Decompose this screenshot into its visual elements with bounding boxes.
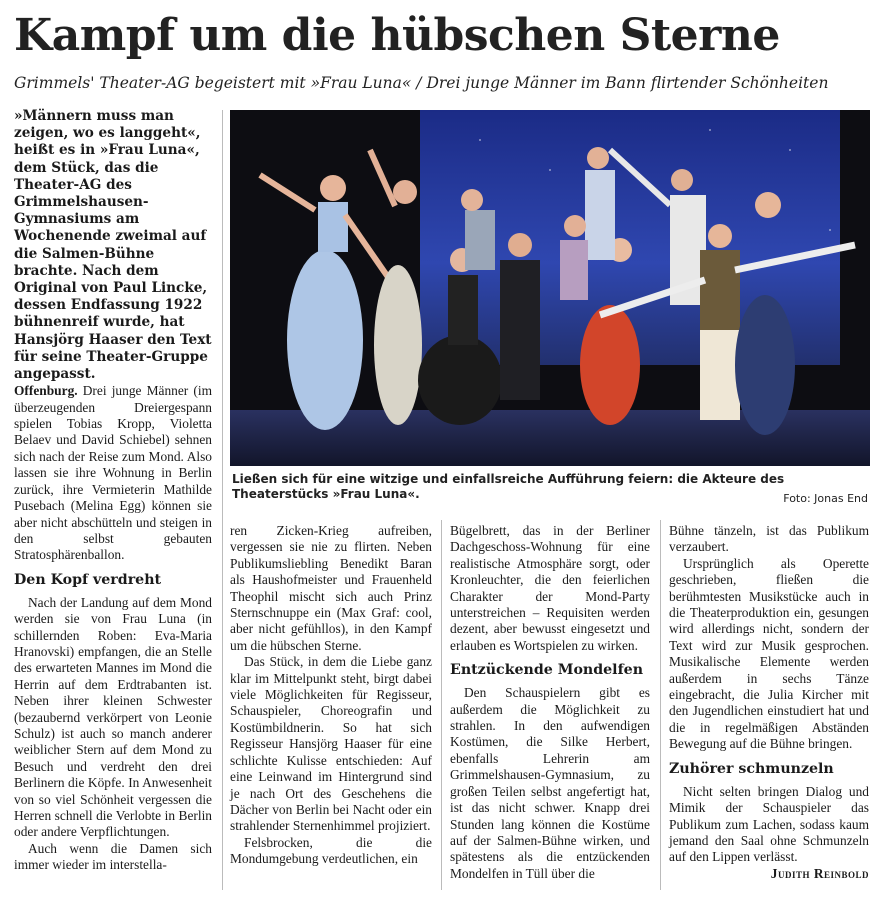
paragraph-text: Drei junge Männer (im überzeugenden Dreiergespann spielen Tobias Kropp, Violetta Belaev und David Schiebel) sehnen sich nach der Reise zum Mond. Also lassen sie ihre Wohnung in Berlin zurück, ihre Vermieterin Mathilde Pusebach (Melina Egg) können sie aber nicht abschütteln und steigen in den selbst gebauten Stratosphärenballon. xyxy=(14,383,212,563)
column-divider xyxy=(660,520,661,890)
paragraph xyxy=(14,383,212,563)
paragraph: ren Zicken-Krieg aufreiben, vergessen sie nie zu flirten. Neben Publikumsliebling Benedikt Baran als Haushofmeister und Frauenheld Theophil mischt sich auch Prinz Sternschnuppe ein (Max Graf: cool, aber nicht gefühllos), in den Kampf um die hübschen Sterne. xyxy=(230,523,432,653)
stage-photo-illustration xyxy=(230,110,870,466)
dateline: Offenburg. xyxy=(14,383,78,399)
subheading: Zuhörer schmunzeln xyxy=(669,760,834,777)
paragraph: Bügelbrett, das in der Berliner Dachgeschoss-Wohnung für eine realistische Atmosphäre sorgt, oder Kronleuchter, die den feierlichen Charakter der Mond-Party unterstreichen – Requisiten werden dezent, aber bewusst eingesetzt und erlauben es Wortspielen zu wirken. xyxy=(450,523,650,653)
paragraph: Ursprünglich als Operette geschrieben, fließen die berühmtesten Musikstücke auch in die Theaterproduktion ein, gesungen wird allerdings nicht, sondern der Text wird zur Musik gesprochen. Musikalische Elemente werden außerdem in sechs Tänze eingebracht, die Julia Kircher mit den Jugendlichen einstudiert hat und die in regelmäßigen Abständen Bewegung auf die Bühne bringen. xyxy=(669,555,869,752)
column-divider xyxy=(441,520,442,890)
subheading: Den Kopf verdreht xyxy=(14,571,162,588)
paragraph: Nach der Landung auf dem Mond werden sie von Frau Luna (in schillernden Roben: Eva-Maria Hranovski) empfangen, die an Stelle des erwarteten Mannes im Mond die Herrin auf dem Erdtrabanten ist. Neben ihrer kleinen Schwester (bezaubernd verkörpert von Leonie Schulz) ist auch so manch anderer weiblicher Stern auf dem Mond zu Besuch und verdreht den drei Berlinern die Köpfe. In Anwesenheit von so viel Schönheit vergessen die Herren schnell die Verlobte in Berlin oder andere Verpflichtungen. xyxy=(14,594,212,840)
paragraph: Felsbrocken, die die Mondumgebung verdeutlichen, ein xyxy=(230,834,432,867)
paragraph: Auch wenn die Damen sich immer wieder im interstella- xyxy=(14,840,212,873)
paragraph xyxy=(669,783,869,881)
author-byline: Judith Reinbold xyxy=(770,865,869,881)
article-subheadline: Grimmels' Theater-AG begeistert mit »Frau Luna« / Drei junge Männer im Bann flirtender Schönheiten xyxy=(14,74,829,92)
article-headline: Kampf um die hübschen Sterne xyxy=(14,10,780,61)
column-divider xyxy=(222,110,223,890)
paragraph: Das Stück, in dem die Liebe ganz klar im Mittelpunkt steht, birgt dabei viele Möglichkeiten für Regisseur, Schauspieler, Choreografin und Kostümbildnerin. So hat sich Regisseur Hansjörg Haaser für eine schlichte Kulisse entschieden: Auf eine Leinwand im Hintergrund sind je nach Ort des Geschehens die Dächer von Berlin bei Nacht oder ein strahlender Sternenhimmel projiziert. xyxy=(230,654,432,834)
paragraph: Bühne tänzeln, ist das Publikum verzaubert. xyxy=(669,523,869,555)
paragraph-text: Nicht selten bringen Dialog und Mimik der Schauspieler das Publikum zum Lachen, sodass kaum jemand den Saal ohne Schmunzeln auf den Lippen verlässt. xyxy=(669,783,869,865)
article-photo xyxy=(230,110,870,466)
photo-credit: Foto: Jonas End xyxy=(783,492,868,505)
photo-caption: Ließen sich für eine witzige und einfallsreiche Aufführung feiern: die Akteure des Theaterstücks »Frau Luna«. xyxy=(232,472,785,501)
column-1 xyxy=(14,108,212,874)
column-3 xyxy=(450,523,650,882)
subheading: Entzückende Mondelfen xyxy=(450,662,644,679)
paragraph: Den Schauspielern gibt es außerdem die Möglichkeit zu strahlen. In den aufwendigen Kostümen, die Silke Herbert, ebenfalls Lehrerin am Grimmelshausen-Gymnasium, zu großen Teilen selbst angefertigt hat, ist das nicht schwer. Knapp drei Stunden lang können die Kostüme auf der Salmen-Bühne wirken, und spätestens als die entzückenden Mondelfen in Tüll über die xyxy=(450,685,650,881)
column-2 xyxy=(230,523,432,868)
article-lead: »Männern muss man zeigen, wo es langgeht«, heißt es in »Frau Luna«, dem Stück, das die Theater-AG des Grimmelshausen-Gymnasiums am Wochenende zweimal auf die Salmen-Bühne brachte. Nach dem Original von Paul Lincke, dessen Endfassung 1922 bühnenreif wurde, hat Hansjörg Haaser den Text für seine Theater-Gruppe angepasst. xyxy=(14,108,212,383)
column-4 xyxy=(669,523,869,882)
